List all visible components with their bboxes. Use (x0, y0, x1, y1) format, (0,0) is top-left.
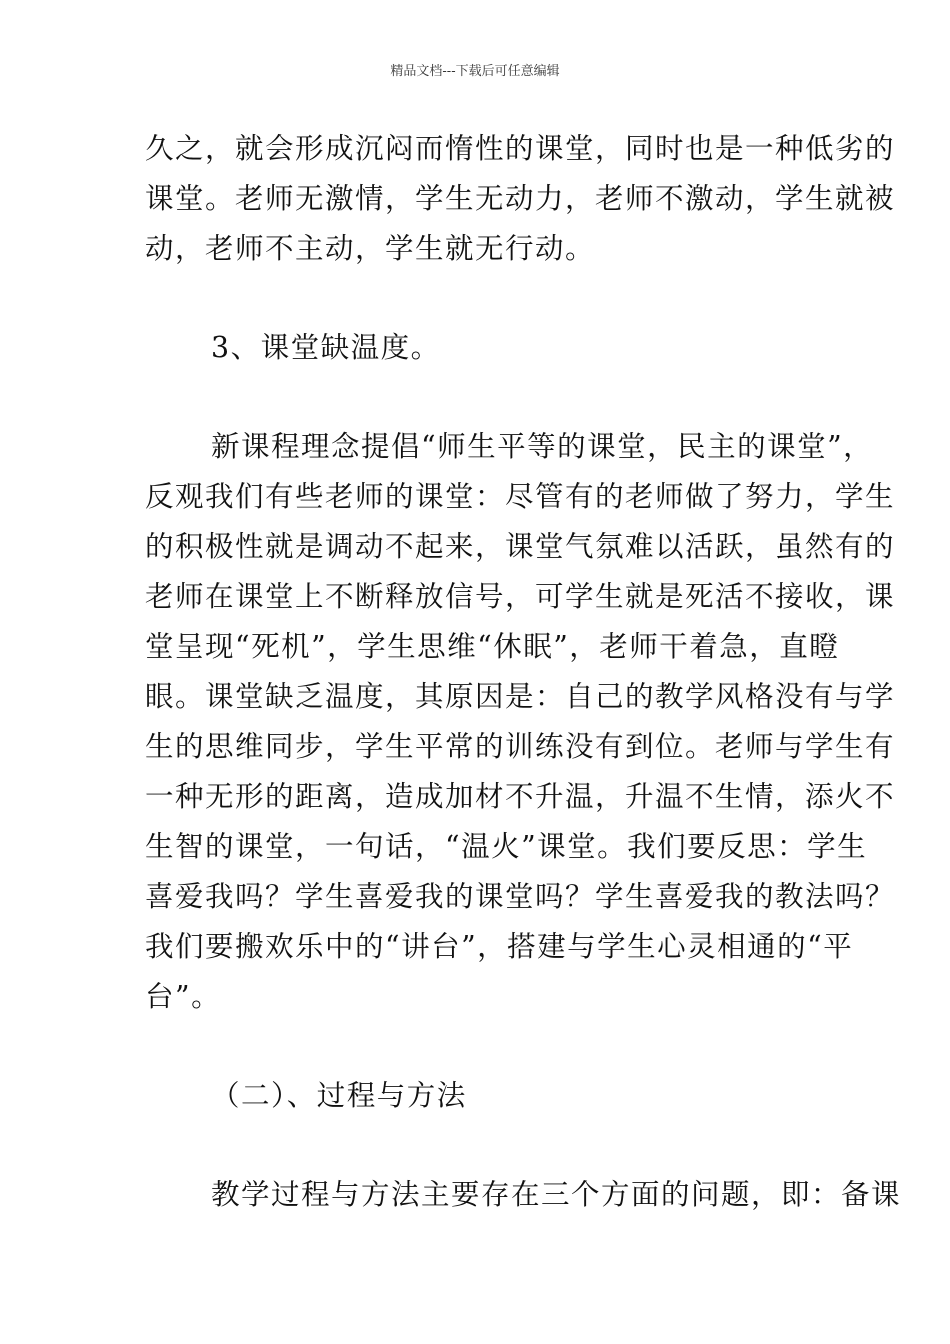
text-line: 的积极性就是调动不起来，课堂气氛难以活跃，虽然有的 (145, 530, 896, 563)
text-line: 喜爱我吗？学生喜爱我的课堂吗？学生喜爱我的教法吗？ (145, 880, 896, 913)
paragraph-process-method (145, 1170, 902, 1220)
heading-text: （二）、过程与方法 (211, 1079, 467, 1112)
paragraph-continuation (145, 124, 896, 274)
text-line: 我们要搬欢乐中的“讲台”，搭建与学生心灵相通的“平 (145, 930, 854, 963)
text-line: 生智的课堂，一句话，“温火”课堂。我们要反思：学生 (145, 830, 868, 863)
paragraph-classroom-temperature (145, 422, 896, 1022)
heading-text: 3、课堂缺温度。 (211, 331, 441, 364)
document-body (145, 124, 902, 1220)
text-line: 一种无形的距离，造成加材不升温，升温不生情，添火不 (145, 780, 896, 813)
text-line: 久之，就会形成沉闷而惰性的课堂，同时也是一种低劣的 (145, 132, 896, 165)
text-line: 课堂。老师无激情，学生无动力，老师不激动，学生就被 (145, 182, 896, 215)
text-line: 生的思维同步，学生平常的训练没有到位。老师与学生有 (145, 730, 896, 763)
page-header: 精品文档---下载后可任意编辑 (390, 64, 560, 79)
section-heading-3 (145, 323, 809, 373)
text-line: 新课程理念提倡“师生平等的课堂，民主的课堂”， (211, 430, 874, 463)
section-heading-process-method (145, 1071, 809, 1121)
text-line: 堂呈现“死机”，学生思维“休眠”，老师干着急，直瞪 (145, 630, 840, 663)
text-line: 反观我们有些老师的课堂：尽管有的老师做了努力，学生 (145, 480, 896, 513)
text-line: 动，老师不主动，学生就无行动。 (145, 232, 596, 265)
text-line: 眼。课堂缺乏温度，其原因是：自己的教学风格没有与学 (145, 680, 896, 713)
text-line: 台”。 (145, 980, 222, 1013)
text-line: 老师在课堂上不断释放信号，可学生就是死活不接收，课 (145, 580, 896, 613)
text-line: 教学过程与方法主要存在三个方面的问题，即：备课 (211, 1178, 902, 1211)
